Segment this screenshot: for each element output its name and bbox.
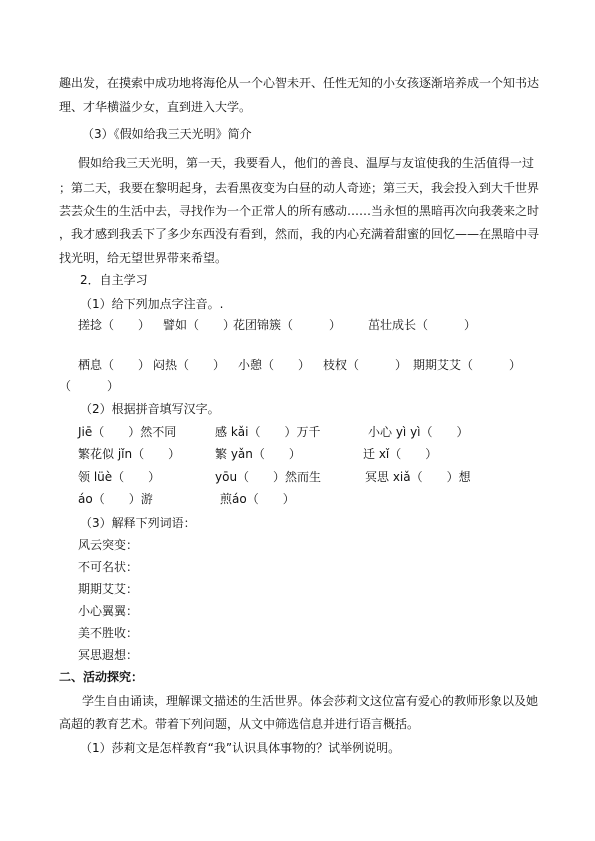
q1-row-2 [78, 357, 558, 373]
pinyin-item: 闷热（ ） [153, 358, 226, 372]
pinyin-item: 茁壮成长（ ） [368, 318, 477, 332]
activity-title: 二、活动探究： [59, 670, 144, 684]
hanzi-item: Jiē（ ）然不同 [78, 425, 177, 439]
book-intro-para-line: 假如给我三天光明，第一天，我要看人，他们的善良、温厚与友谊使我的生活值得一过 [78, 156, 535, 170]
book-intro-para-line: 找光明，给无望世界带来希望。 [59, 251, 228, 265]
q1-row-1 [78, 317, 538, 333]
q3-term: 美不胜收： [78, 626, 139, 640]
q3-term: 小心翼翼： [78, 604, 139, 618]
q2-row-2 [78, 446, 538, 462]
q1-row-2-wrap: （ ） [59, 379, 120, 393]
q3-title: （3）解释下列词语： [80, 516, 196, 530]
q2-row-3 [78, 469, 538, 485]
book-intro-heading: （3）《假如给我三天光明》简介 [82, 127, 252, 141]
q3-term: 不可名状： [78, 560, 139, 574]
book-intro-para-line: ，我才感到我丢下了多少东西没有看到，然而，我的内心充满着甜蜜的回忆——在黑暗中寻 [59, 227, 540, 241]
q3-term: 期期艾艾： [78, 582, 139, 596]
hanzi-item: áo（ ）游 [78, 492, 153, 506]
hanzi-item: 煎áo（ ） [220, 492, 295, 506]
q2-title: （2）根据拼音填写汉字。 [80, 402, 220, 416]
pinyin-item: 花团锦簇（ ） [233, 318, 342, 332]
hanzi-item: 小心 yì yì（ ） [368, 425, 469, 439]
hanzi-item: 感 kǎi（ ）万千 [215, 425, 321, 439]
activity-question: （1）莎莉文是怎样教育“我”认识具体事物的？试举例说明。 [80, 741, 401, 755]
pinyin-item: 枝杈（ ） [323, 358, 408, 372]
activity-para-line: 高超的教育艺术。带着下列问题，从文中筛选信息并进行语言概括。 [59, 717, 420, 731]
pinyin-item: 期期艾艾（ ） [413, 358, 522, 372]
q2-row-4 [78, 491, 538, 507]
pinyin-item: 栖息（ ） [78, 358, 151, 372]
intro-line-1: 趣出发，在摸索中成功地将海伦从一个心智未开、任性无知的小女孩逐渐培养成一个知书达 [59, 76, 540, 90]
hanzi-item: 领 lüè（ ） [78, 470, 161, 484]
q1-title: （1）给下列加点字注音。. [80, 297, 224, 311]
pinyin-item: 譬如（ ） [163, 318, 236, 332]
book-intro-para-line: 芸芸众生的生活中去，寻找作为一个正常人的所有感动……当永恒的黑暗再次向我袭来之时 [59, 204, 540, 218]
pinyin-item: 搓捻（ ） [78, 318, 151, 332]
hanzi-item: 迁 xǐ（ ） [363, 447, 438, 461]
hanzi-item: yōu（ ）然而生 [215, 470, 322, 484]
q3-term: 风云突变： [78, 538, 139, 552]
hanzi-item: 冥思 xiǎ（ ）想 [365, 470, 471, 484]
activity-para-line: 学生自由诵读，理解课文描述的生活世界。体会莎莉文这位富有爱心的教师形象以及她 [82, 694, 539, 708]
intro-line-2: 理、才华横溢少女，直到进入大学。 [59, 100, 252, 114]
pinyin-item: 小憩（ ） [238, 358, 311, 372]
hanzi-item: 繁 yǎn（ ） [215, 447, 301, 461]
hanzi-item: 繁花似 jǐn（ ） [78, 447, 181, 461]
self-study-title: 2．自主学习 [80, 273, 148, 287]
q2-row-1 [78, 424, 538, 440]
q3-term: 冥思遐想： [78, 648, 139, 662]
book-intro-para-line: ；第二天，我要在黎明起身，去看黑夜变为白昼的动人奇迹；第三天，我会投入到大千世界 [59, 181, 540, 195]
